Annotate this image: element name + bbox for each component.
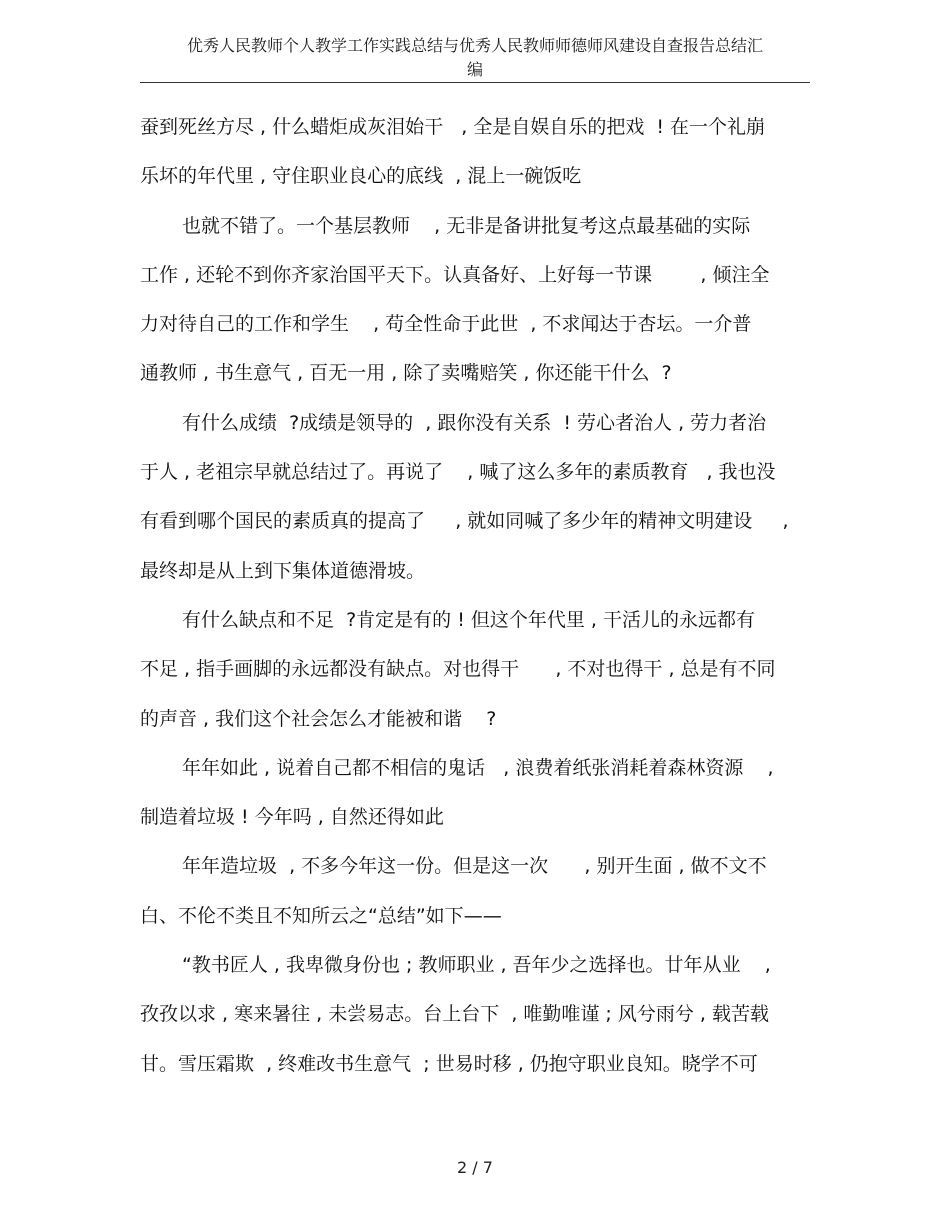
body-line: 有看到哪个国民的素质真的提高了 , 就如同喊了多少年的精神文明建设 , (140, 510, 789, 533)
body-line: 白、不伦不类且不知所云之“总结”如下—— (140, 904, 502, 927)
body-line: 最终却是从上到下集体道德滑坡。 (140, 559, 426, 582)
paragraph-first-line: 年年如此 , 说着自己都不相信的鬼话 , 浪费着纸张消耗着森林资源 , (182, 756, 774, 779)
paragraph-first-line: 有什么成绩 ?成绩是领导的 , 跟你没有关系 ! 劳心者治人 , 劳力者治 (182, 411, 767, 434)
header-title-line-1: 优秀人民教师个人教学工作实践总结与优秀人民教师师德师风建设自查报告总结汇 (186, 36, 763, 55)
body-line: 甘。雪压霜欺 , 终难改书生意气 ; 世易时移 , 仍抱守职业良知。晓学不可 (140, 1052, 758, 1075)
body-line: 工作 , 还轮不到你齐家治国平天下。认真备好、上好每一节课 , 倾注全 (140, 263, 770, 286)
paragraph-first-line: 年年造垃圾 , 不多今年这一份。但是这一次 , 别开生面 , 做不文不 (182, 855, 767, 878)
page-number: 2 / 7 (457, 1158, 493, 1177)
body-line: 不足 , 指手画脚的永远都没有缺点。对也得干 , 不对也得干 , 总是有不同 (140, 658, 776, 681)
document-body (140, 103, 820, 1089)
body-line: 制造着垃圾 ! 今年吗 , 自然还得如此 (140, 806, 444, 829)
paragraph-first-line: “教书匠人 , 我卑微身份也 ; 教师职业 , 吾年少之选择也。廿年从业 , (182, 954, 771, 977)
header-divider (140, 82, 810, 83)
header-title-line-2: 编 (466, 60, 483, 79)
body-line: 蚕到死丝方尽 , 什么蜡炬成灰泪始干 , 全是自娱自乐的把戏 ! 在一个礼崩 (140, 116, 766, 138)
body-line: 孜孜以求 , 寒来暑往 , 未尝易志。台上台下 , 唯勤唯谨 ; 风兮雨兮 , 载苦载 (140, 1003, 769, 1026)
body-line: 乐坏的年代里 , 守住职业良心的底线 , 混上一碗饭吃 (140, 165, 582, 188)
paragraph-first-line: 也就不错了。一个基层教师 , 无非是备讲批复考这点最基础的实际 (182, 214, 751, 237)
body-line: 的声音 , 我们这个社会怎么才能被和谐 ? (140, 707, 497, 730)
paragraph-first-line: 有什么缺点和不足 ?肯定是有的 ! 但这个年代里 , 干活儿的永远都有 (182, 608, 755, 631)
body-line: 通教师 , 书生意气 , 百无一用 , 除了卖嘴赔笑 , 你还能干什么 ? (140, 362, 672, 385)
page-header (140, 34, 810, 82)
body-line: 力对待自己的工作和学生 , 苟全性命于此世 , 不求闻达于杏坛。一介普 (140, 313, 752, 336)
body-line: 于人 , 老祖宗早就总结过了。再说了 , 喊了这么多年的素质教育 , 我也没 (140, 461, 776, 484)
